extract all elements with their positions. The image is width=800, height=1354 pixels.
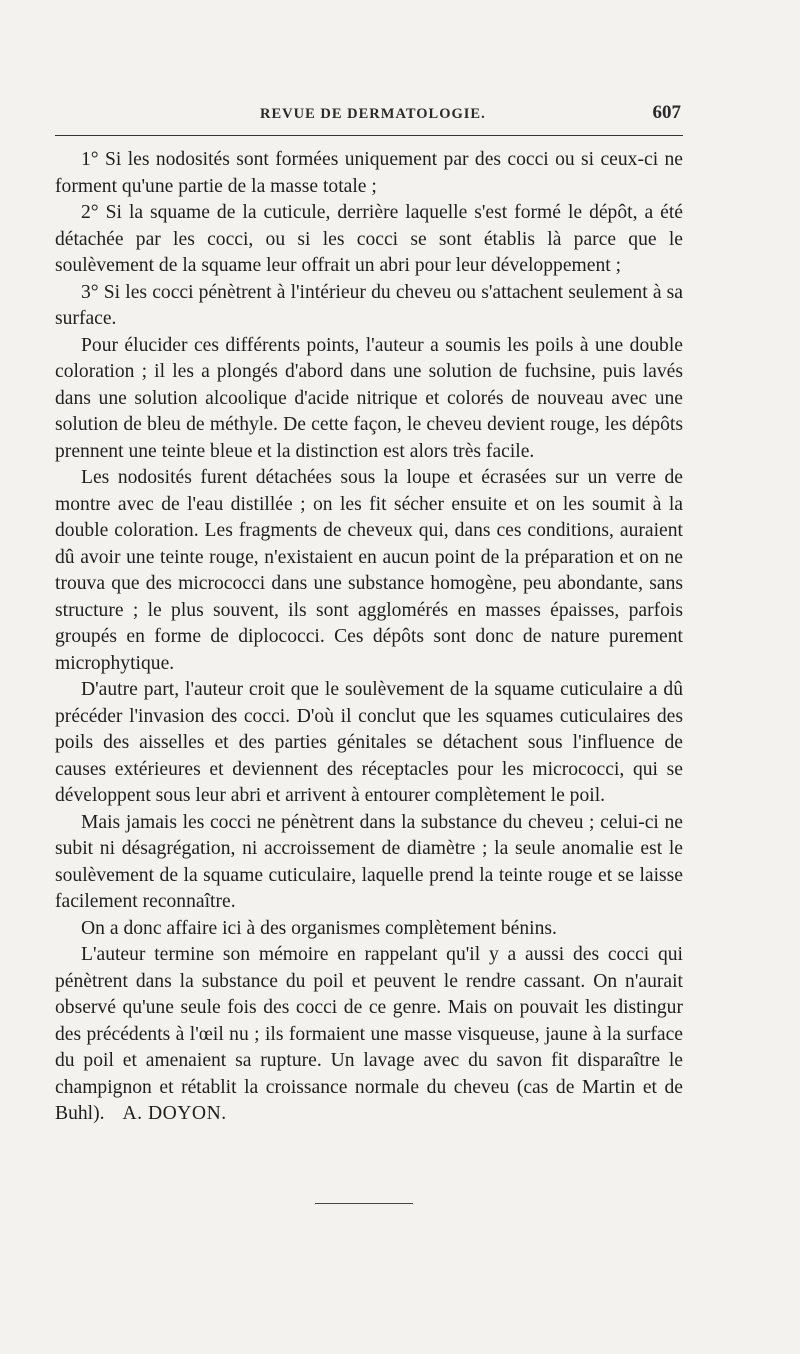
author-signature: A. DOYON. — [122, 1103, 227, 1124]
document-page — [55, 0, 683, 1354]
end-rule — [315, 1203, 413, 1204]
paragraph-final — [55, 942, 683, 1128]
paragraph: 3° Si les cocci pénètrent à l'intérieur du cheveu ou s'attachent seulement à sa surface. — [55, 281, 683, 329]
paragraph: Les nodosités furent détachées sous la loupe et écrasées sur un verre de montre avec de l'eau distillée ; on les fit sécher ensuite et on les soumit à la double coloration. Les fragments de cheveux qui, dans ces conditions, auraient dû avoir une teinte rouge, n'existaient en aucun point de la préparation et on ne trouva que des micrococci dans une substance homogène, peu abondante, sans structure ; le plus souvent, ils sont agglomérés en masses épaisses, parfois groupés en forme de diplococci. Ces dépôts sont donc de nature purement microphytique. — [55, 467, 683, 674]
journal-title: REVUE DE DERMATOLOGIE. — [260, 106, 486, 122]
page-number: 607 — [652, 102, 681, 123]
paragraph: 1° Si les nodosités sont formées uniquement par des cocci ou si ceux-ci ne forment qu'une partie de la masse totale ; — [55, 149, 683, 197]
running-header — [55, 102, 683, 132]
paragraph: On a donc affaire ici à des organismes complètement bénins. — [81, 917, 557, 939]
paragraph: Mais jamais les cocci ne pénètrent dans la substance du cheveu ; celui-ci ne subit ni désagrégation, ni accroissement de diamètre ; la seule anomalie est le soulèvement de la squame cuticulaire, laquelle prend la teinte rouge et se laisse facilement reconnaître. — [55, 811, 683, 912]
paragraph: Pour élucider ces différents points, l'auteur a soumis les poils à une double coloration ; il les a plongés d'abord dans une solution de fuchsine, puis lavés dans une solution alcoolique d'acide nitrique et colorés de nouveau avec une solution de bleu de méthyle. De cette façon, le cheveu devient rouge, les dépôts prennent une teinte bleue et la distinction est alors très facile. — [55, 334, 683, 462]
header-rule — [55, 135, 683, 136]
paragraph: 2° Si la squame de la cuticule, derrière laquelle s'est formé le dépôt, a été détachée par les cocci, ou si les cocci se sont établis là parce que le soulèvement de la squame leur offrait un abri pour leur développement ; — [55, 202, 683, 276]
article-body — [55, 147, 683, 1128]
final-paragraph-text: L'auteur termine son mémoire en rappelant qu'il y a aussi des cocci qui pénètrent dans la substance du poil et peuvent le rendre cassant. On n'aurait observé qu'une seule fois des cocci de ce genre. Mais on pouvait les distingur des précédents à l'œil nu ; ils formaient une masse visqueuse, jaune à la surface du poil et amenaient sa rupture. Un lavage avec du savon fit disparaître le champignon et rétablit la croissance normale du cheveu (cas de Martin et de Buhl). — [55, 944, 683, 1124]
paragraph: D'autre part, l'auteur croit que le soulèvement de la squame cuticulaire a dû précéder l'invasion des cocci. D'où il conclut que les squames cuticulaires des poils des aisselles et des parties génitales se détachent sous l'influence de causes extérieures et deviennent des réceptacles pour les micrococci, qui se développent sous leur abri et arrivent à entourer complètement le poil. — [55, 679, 683, 806]
